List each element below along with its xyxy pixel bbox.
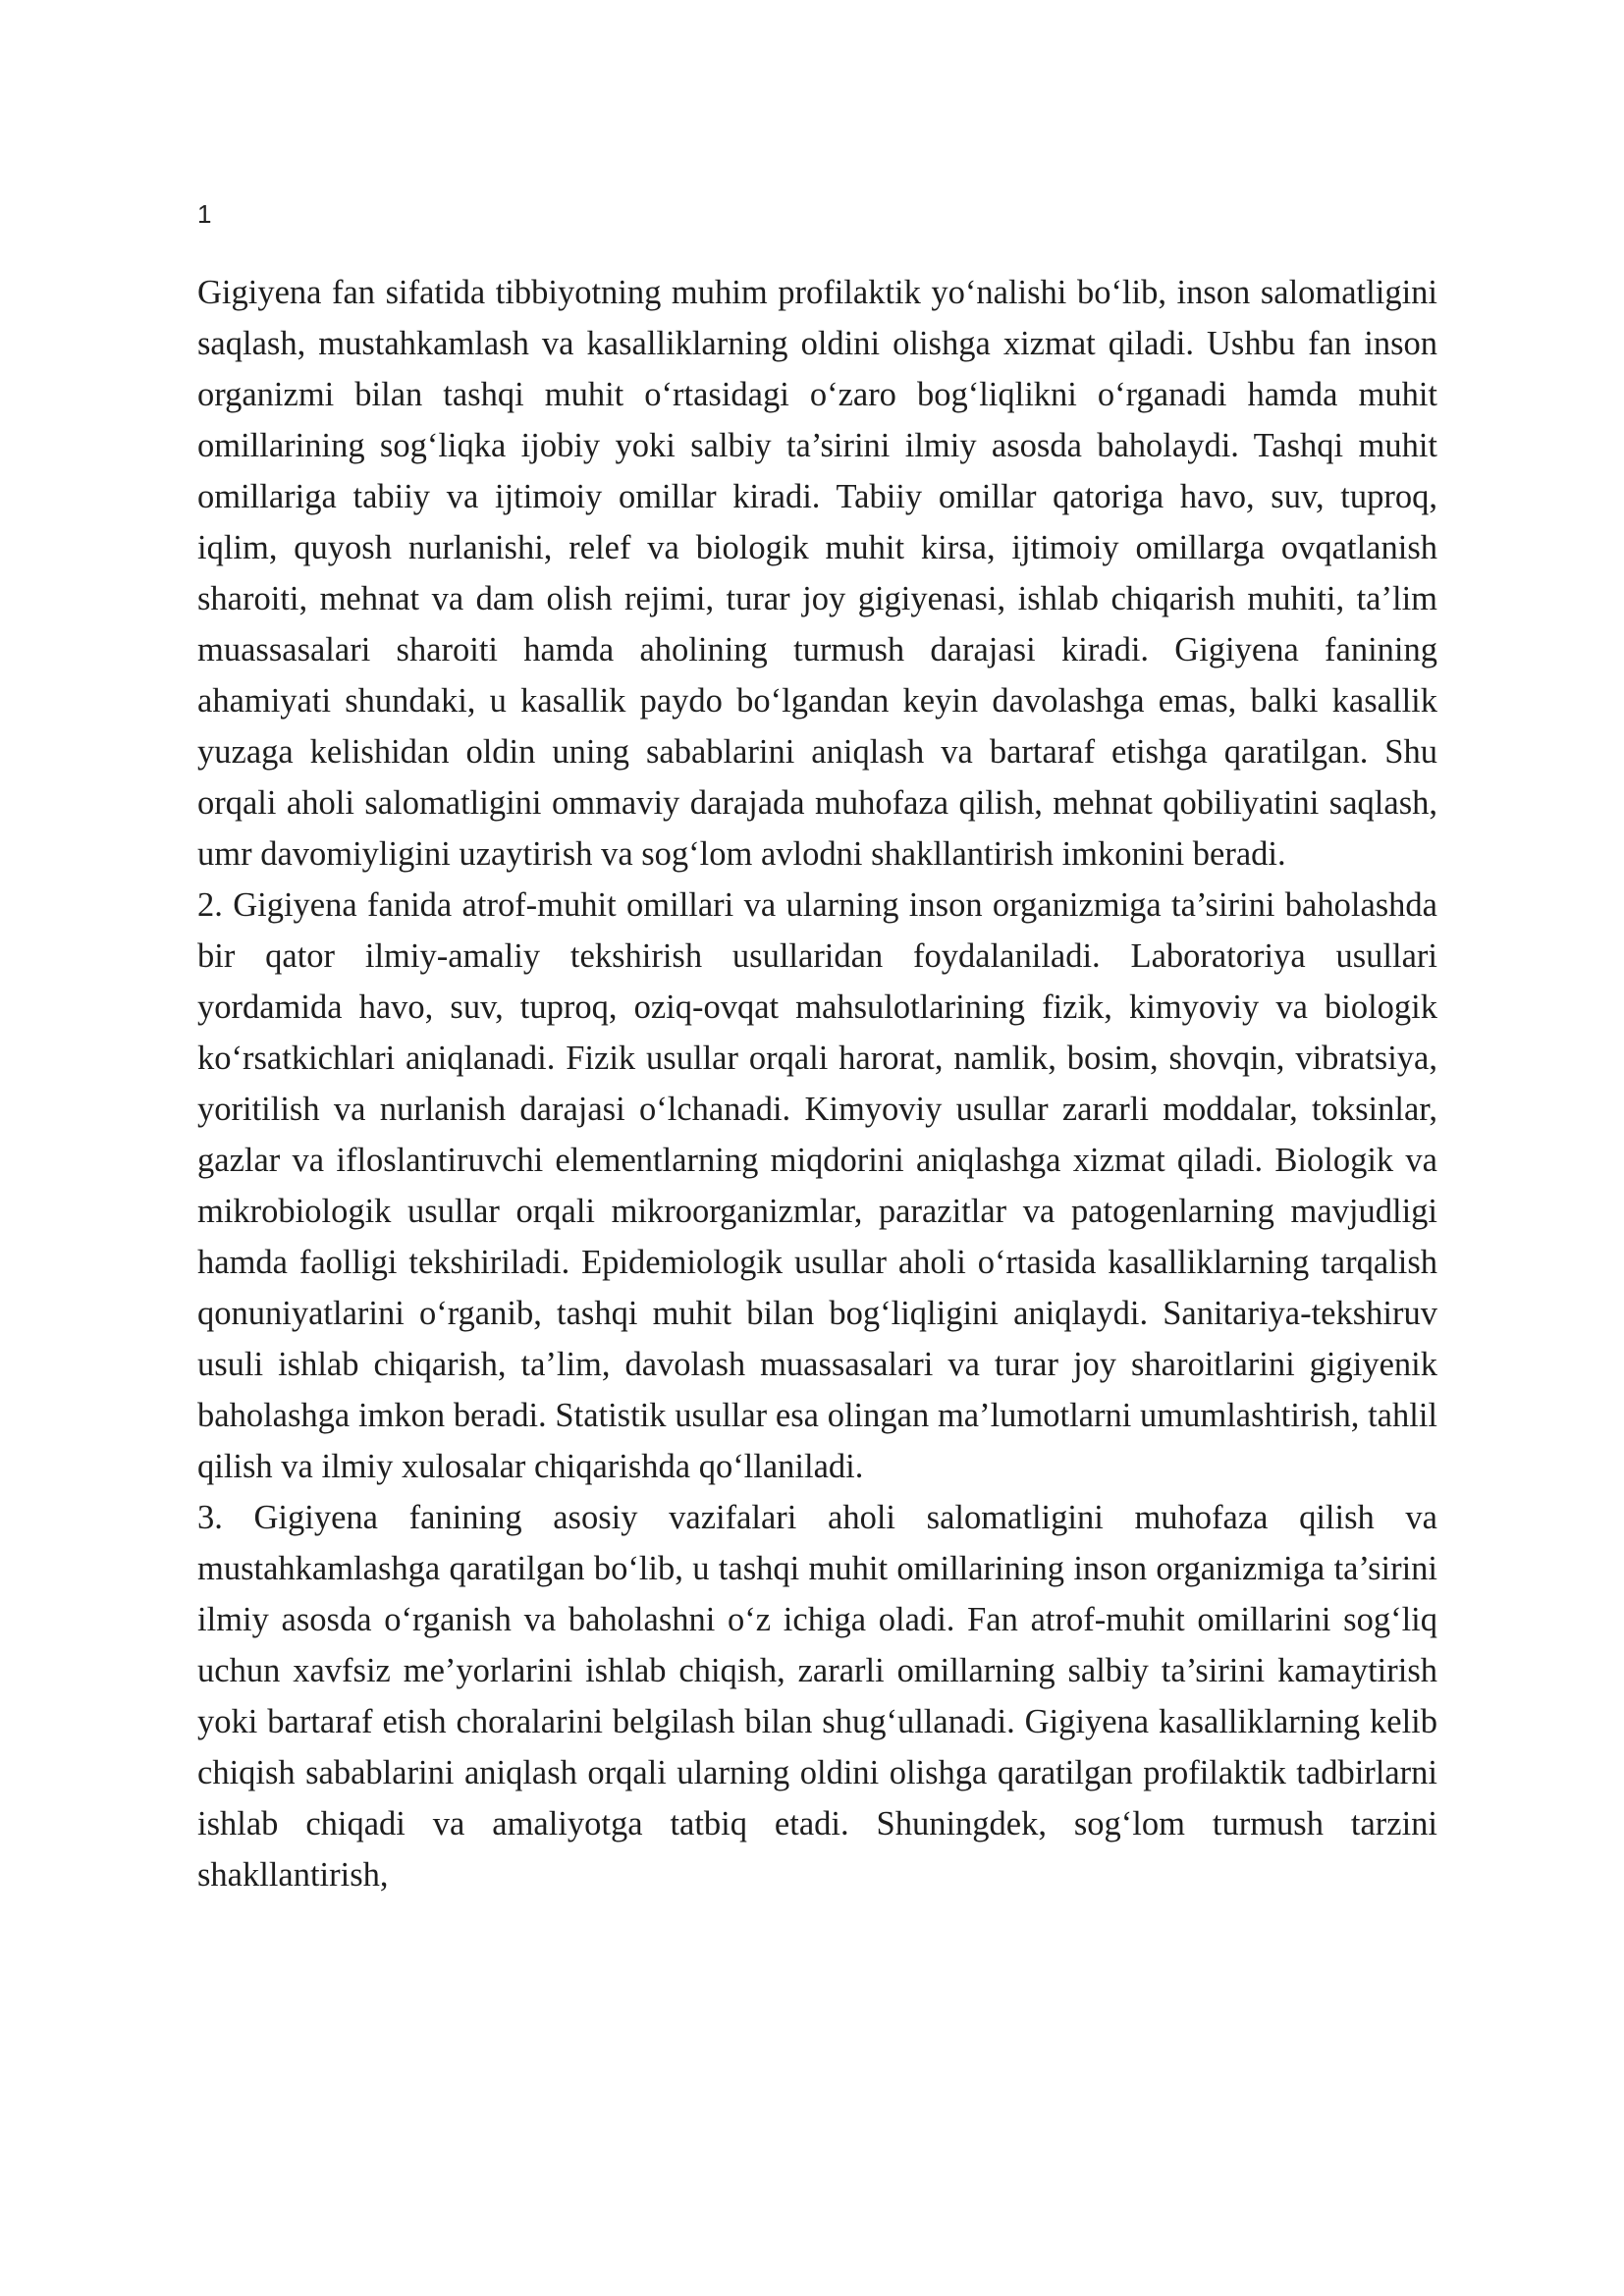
page-number: 1 (197, 199, 212, 229)
paragraph-tasks: 3. Gigiyena fanining asosiy vazifalari aholi salomatligini muhofaza qilish va mustahkamlashga qaratilgan bo‘lib, u tashqi muhit omillarining inson organizmiga ta’sirini ilmiy asosda o‘rganish va baholashni o‘z ichiga oladi. Fan atrof-muhit omillarini sog‘liq uchun xavfsiz me’yorlarini ishlab chiqish, zararli omillarning salbiy ta’sirini kamaytirish yoki bartaraf etish choralarini belgilash bilan shug‘ullanadi. Gigiyena kasalliklarning kelib chiqish sabablarini aniqlash orqali ularning oldini olishga qaratilgan profilaktik tadbirlarni ishlab chiqadi va amaliyotga tatbiq etadi. Shuningdek, sog‘lom turmush tarzini shakllantirish, (197, 1499, 1437, 1894)
paragraph-methods: 2. Gigiyena fanida atrof-muhit omillari va ularning inson organizmiga ta’sirini baholashda bir qator ilmiy-amaliy tekshirish usullaridan foydalaniladi. Laboratoriya usullari yordamida havo, suv, tuproq, oziq-ovqat mahsulotlarining fizik, kimyoviy va biologik ko‘rsatkichlari aniqlanadi. Fizik usullar orqali harorat, namlik, bosim, shovqin, vibratsiya, yoritilish va nurlanish darajasi o‘lchanadi. Kimyoviy usullar zararli moddalar, toksinlar, gazlar va ifloslantiruvchi elementlarning miqdorini aniqlashga xizmat qiladi. Biologik va mikrobiologik usullar orqali mikroorganizmlar, parazitlar va patogenlarning mavjudligi hamda faolligi tekshiriladi. Epidemiologik usullar aholi o‘rtasida kasalliklarning tarqalish qonuniyatlarini o‘rganib, tashqi muhit bilan bog‘liqligini aniqlaydi. Sanitariya-tekshiruv usuli ishlab chiqarish, ta’lim, davolash muassasalari va turar joy sharoitlarini gigiyenik baholashga imkon beradi. Statistik usullar esa olingan ma’lumotlarni umumlashtirish, tahlil qilish va ilmiy xulosalar chiqarishda qo‘llaniladi. (197, 886, 1437, 1485)
document-body (197, 267, 1437, 1900)
paragraph-intro: Gigiyena fan sifatida tibbiyotning muhim profilaktik yo‘nalishi bo‘lib, inson salomatligini saqlash, mustahkamlash va kasalliklarning oldini olishga xizmat qiladi. Ushbu fan inson organizmi bilan tashqi muhit o‘rtasidagi o‘zaro bog‘liqlikni o‘rganadi hamda muhit omillarining sog‘liqka ijobiy yoki salbiy ta’sirini ilmiy asosda baholaydi. Tashqi muhit omillariga tabiiy va ijtimoiy omillar kiradi. Tabiiy omillar qatoriga havo, suv, tuproq, iqlim, quyosh nurlanishi, relef va biologik muhit kirsa, ijtimoiy omillarga ovqatlanish sharoiti, mehnat va dam olish rejimi, turar joy gigiyenasi, ishlab chiqarish muhiti, ta’lim muassasalari sharoiti hamda aholining turmush darajasi kiradi. Gigiyena fanining ahamiyati shundaki, u kasallik paydo bo‘lgandan keyin davolashga emas, balki kasallik yuzaga kelishidan oldin uning sabablarini aniqlash va bartaraf etishga qaratilgan. Shu orqali aholi salomatligini ommaviy darajada muhofaza qilish, mehnat qobiliyatini saqlash, umr davomiyligini uzaytirish va sog‘lom avlodni shakllantirish imkonini beradi. (197, 274, 1437, 873)
